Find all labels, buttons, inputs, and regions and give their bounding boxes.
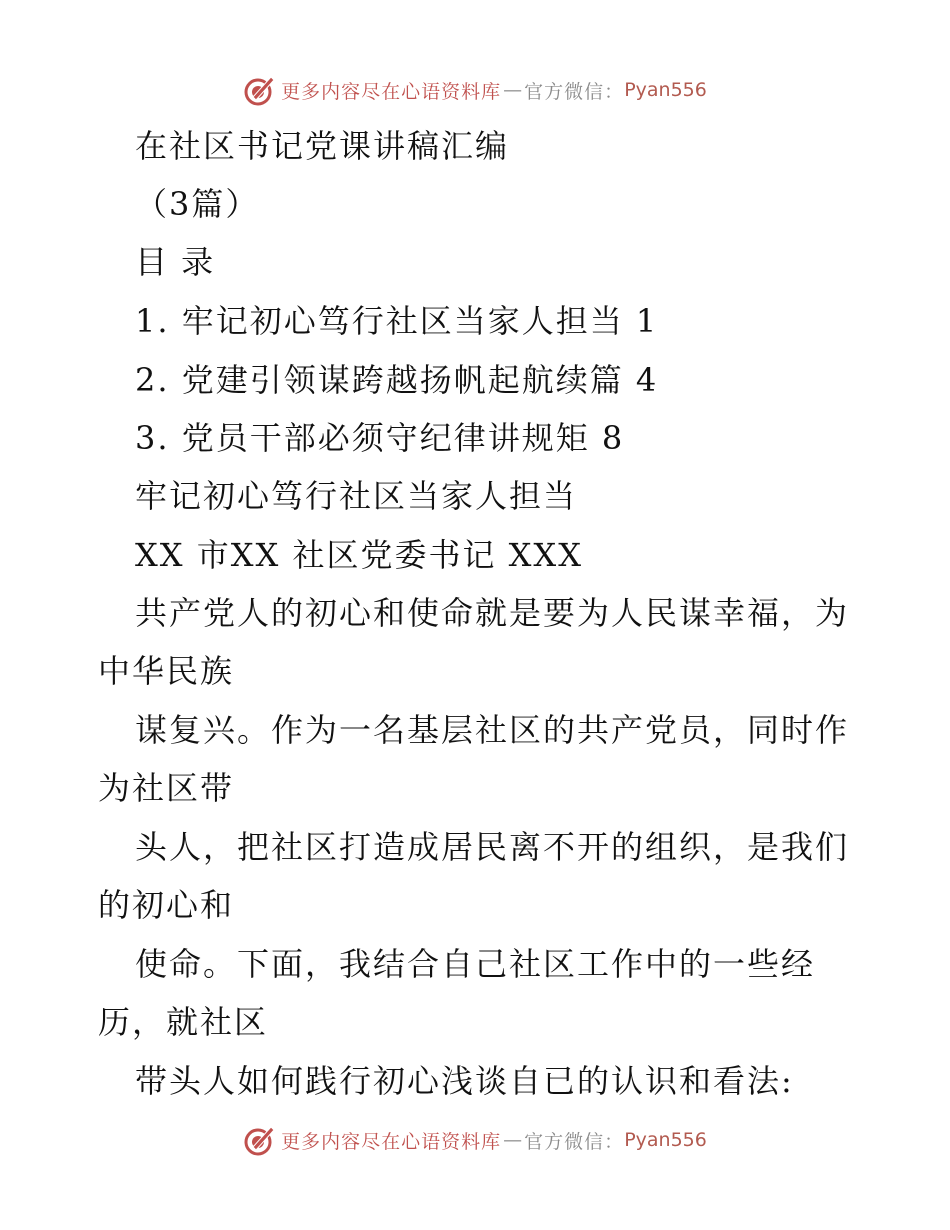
header-dash: — <box>503 79 523 101</box>
footer-site-name: 更多内容尽在心语资料库 <box>281 1130 502 1153</box>
toc-heading: 目 录 <box>135 243 216 281</box>
body-line-6: 的初心和 <box>98 886 235 924</box>
footer-dash: — <box>503 1129 523 1151</box>
footer-account: Pyan556 <box>624 1129 707 1151</box>
author-line: XX 市XX 社区党委书记 XXX <box>135 536 583 574</box>
body-line-9: 带头人如何践行初心浅谈自已的认识和看法: <box>135 1062 794 1100</box>
body-line-4: 为社区带 <box>98 769 235 807</box>
header-account: Pyan556 <box>624 79 707 101</box>
footer-banner <box>0 1120 950 1160</box>
document-title: 在社区书记党课讲稿汇编 <box>135 127 510 165</box>
section-title: 牢记初心笃行社区当家人担当 <box>135 477 578 515</box>
body-line-3: 谋复兴。作为一名基层社区的共产党员，同时作 <box>135 711 850 749</box>
toc-item-2: 2. 党建引领谋跨越扬帆起航续篇 4 <box>135 361 659 399</box>
toc-item-3: 3. 党员干部必须守纪律讲规矩 8 <box>135 419 625 457</box>
body-line-1: 共产党人的初心和使命就是要为人民谋幸福，为 <box>135 594 850 632</box>
header-label: 官方微信： <box>524 80 625 103</box>
footer-label: 官方微信： <box>524 1130 625 1153</box>
document-subtitle: （3篇） <box>135 185 260 223</box>
body-line-5: 头人，把社区打造成居民离不开的组织，是我们 <box>135 828 850 866</box>
header-banner <box>0 70 950 110</box>
quill-circle-logo-icon <box>243 1123 277 1157</box>
body-line-8: 历，就社区 <box>98 1003 269 1041</box>
body-line-2: 中华民族 <box>98 652 235 690</box>
toc-item-1: 1. 牢记初心笃行社区当家人担当 1 <box>135 302 659 340</box>
body-line-7: 使命。下面，我结合自己社区工作中的一些经 <box>135 945 816 983</box>
quill-circle-logo-icon <box>243 73 277 107</box>
header-site-name: 更多内容尽在心语资料库 <box>281 80 502 103</box>
